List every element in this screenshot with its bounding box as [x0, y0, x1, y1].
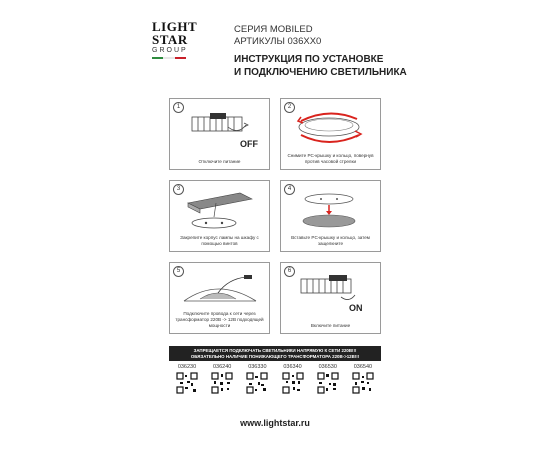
document-title [234, 53, 407, 79]
step-caption: Включите питание [310, 323, 351, 328]
off-label: OFF [240, 139, 258, 149]
switch-on-illustration [281, 267, 380, 317]
wiring-illustration [170, 267, 269, 317]
step-number: 5 [173, 266, 184, 277]
article-code-item [174, 364, 200, 394]
step-number: 3 [173, 184, 184, 195]
article-code-item [244, 364, 270, 394]
step-number: 2 [284, 102, 295, 113]
on-label: ON [349, 303, 363, 313]
article-code: 036530 [318, 364, 337, 370]
series-info [234, 24, 321, 48]
qr-code-icon [352, 372, 374, 394]
mount-housing-illustration [170, 185, 269, 235]
step-caption: Снимите PC-крышку и кольцо, повернув против часовой стрелки [287, 153, 374, 164]
article-code: 036230 [177, 364, 197, 370]
series-line: СЕРИЯ MOBILED [234, 24, 313, 35]
logo-line-1: LIGHT [152, 19, 198, 34]
step-panel-2 [280, 98, 381, 170]
article-code-item [280, 364, 306, 394]
article-code: 036240 [213, 364, 232, 370]
article-code: 036540 [353, 364, 373, 370]
step-panel-6 [280, 262, 381, 334]
step-panel-3 [169, 180, 270, 252]
qr-code-icon [282, 372, 304, 394]
website-url[interactable]: www.lightstar.ru [240, 418, 310, 428]
warning-banner [169, 346, 381, 361]
step-panel-1 [169, 98, 270, 170]
warning-line-1: ЗАПРЕЩАЕТСЯ ПОДКЛЮЧАТЬ СВЕТИЛЬНИКИ НАПРЯМУЮ К СЕТИ 220В!!! [193, 348, 357, 353]
insert-cover-illustration [281, 185, 380, 235]
article-code-item [350, 364, 376, 394]
step-caption: Вставьте PC-крышку и кольцо, затем защелкните [291, 235, 370, 246]
qr-code-icon [317, 372, 339, 394]
step-caption: Подключите провода к сети через трансформатор 220В -> 12В подходящей мощности [175, 311, 264, 328]
step-number: 1 [173, 102, 184, 113]
qr-code-icon [246, 372, 268, 394]
step-number: 6 [284, 266, 295, 277]
remove-cover-illustration [281, 105, 380, 155]
article-code: 036340 [283, 364, 302, 370]
header [152, 20, 412, 90]
instruction-sheet [130, 0, 420, 450]
step-caption: Закрепите корпус лампы на шкафу с помощью винтов [180, 235, 259, 246]
article-code-item [209, 364, 235, 394]
article-code-item [315, 364, 341, 394]
article-codes [174, 364, 376, 394]
warning-line-2: ОБЯЗАТЕЛЬНО НАЛИЧИЕ ПОНИЖАЮЩЕГО ТРАНСФОРМАТОРА 220В->12В!!! [190, 353, 360, 359]
qr-code-icon [176, 372, 198, 394]
step-panel-5 [169, 262, 270, 334]
step-number: 4 [284, 184, 295, 195]
title-line-1: ИНСТРУКЦИЯ ПО УСТАНОВКЕ [234, 54, 384, 65]
lightstar-logo [152, 20, 222, 70]
logo-line-2: STAR [152, 32, 188, 47]
title-line-2: И ПОДКЛЮЧЕНИЮ СВЕТИЛЬНИКА [234, 67, 407, 78]
article-line: АРТИКУЛЫ 036XX0 [234, 36, 322, 47]
italian-flag-stripe [152, 57, 186, 59]
qr-code-icon [211, 372, 233, 394]
step-caption: Отключите питание [198, 159, 241, 164]
article-code: 036330 [248, 364, 267, 370]
step-panel-4 [280, 180, 381, 252]
logo-sub: GROUP [152, 47, 188, 54]
